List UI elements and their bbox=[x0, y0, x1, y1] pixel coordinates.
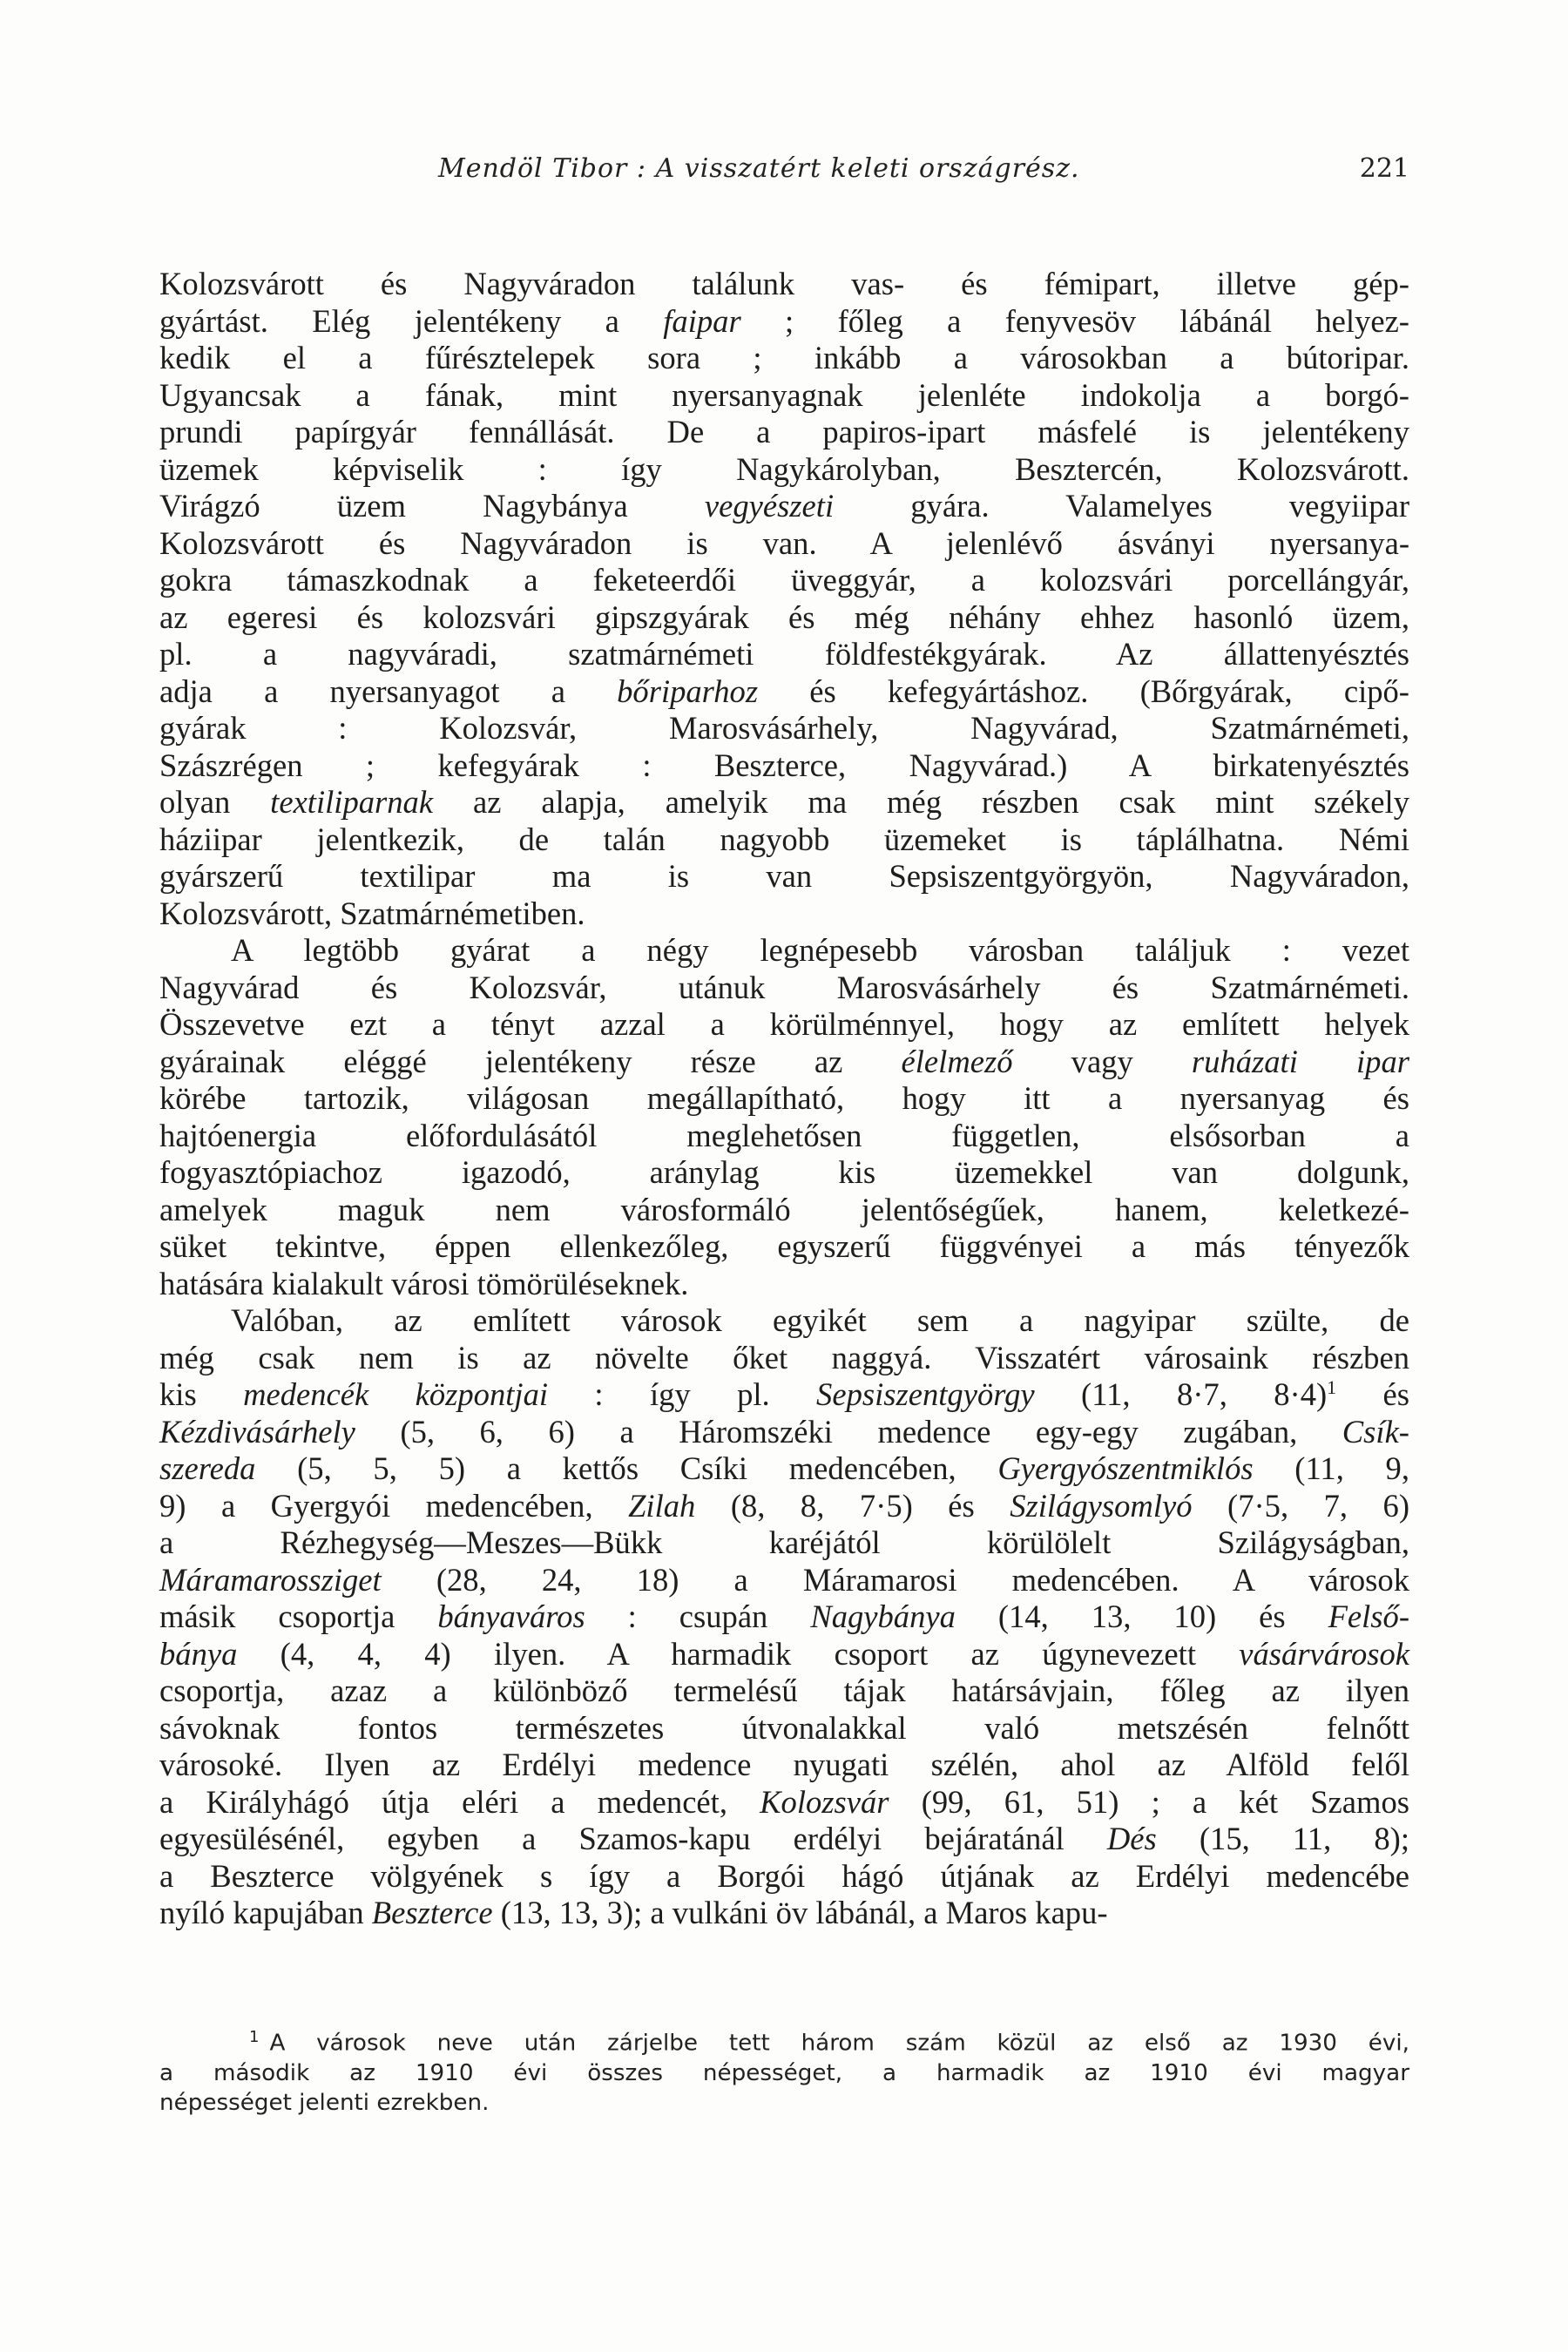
emphasized-term: szereda bbox=[159, 1450, 256, 1486]
footnote-text: a második az 1910 évi összes népességet, a harmadik az 1910 évi magyar bbox=[159, 2059, 1409, 2086]
emphasized-term: Felső- bbox=[1328, 1598, 1410, 1634]
page-number: 221 bbox=[1359, 153, 1409, 184]
text-segment: gyárak : Kolozsvár, Marosvásárhely, Nagyvárad, Szatmárnémeti, bbox=[159, 710, 1409, 746]
text-segment: az egeresi és kolozsvári gipszgyárak és még néhány ehhez hasonló üzem, bbox=[159, 598, 1409, 635]
text-line bbox=[159, 377, 1409, 415]
text-segment: a Királyhágó útja eléri a medencét, bbox=[159, 1783, 760, 1820]
text-line bbox=[159, 1302, 1409, 1340]
emphasized-term: ruházati ipar bbox=[1191, 1043, 1409, 1079]
text-line bbox=[88, 1228, 1409, 1266]
text-line bbox=[88, 1524, 1409, 1562]
emphasized-term: Dés bbox=[1106, 1821, 1157, 1856]
text-segment: Valóban, az említett városok egyikét sem a nagyipar szülte, de bbox=[231, 1302, 1409, 1338]
text-line bbox=[159, 599, 1409, 637]
text-line bbox=[88, 1747, 1409, 1784]
text-line bbox=[159, 821, 1409, 859]
text-segment: Kolozsvárott, Szatmárnémetiben. bbox=[159, 895, 585, 931]
emphasized-term: vegyészeti bbox=[704, 488, 835, 524]
emphasized-term: Sepsiszentgyörgy bbox=[816, 1376, 1035, 1412]
emphasized-term: Beszterce bbox=[371, 1895, 493, 1930]
text-segment: olyan bbox=[159, 784, 271, 820]
footnote-reference: 1 bbox=[1327, 1375, 1337, 1398]
text-segment: csoportja, azaz a különböző termelésű tájak határsávjain, főleg az ilyen bbox=[159, 1673, 1409, 1708]
text-segment: a Beszterce völgyének s így a Borgói hágó útjának az Erdélyi medencébe bbox=[159, 1857, 1409, 1894]
text-segment: egyesülésénél, egyben a Szamos-kapu erdélyi bejáratánál bbox=[159, 1821, 1107, 1856]
text-segment: (4, 4, 4) ilyen. A harmadik csoport az úgynevezett bbox=[237, 1635, 1240, 1672]
footnote-line bbox=[159, 2023, 1409, 2058]
text-segment: kedik el a fűrésztelepek sora ; inkább a városokban a bútoripar. bbox=[159, 340, 1409, 375]
text-line bbox=[159, 562, 1409, 599]
text-segment: gyárainak eléggé jelentékeny része az bbox=[159, 1043, 902, 1079]
text-segment: gyártást. Elég jelentékeny a bbox=[159, 302, 664, 339]
text-segment: Ugyancsak a fának, mint nyersanyagnak jelenléte indokolja a borgó- bbox=[159, 376, 1409, 413]
text-segment: : csupán bbox=[585, 1598, 811, 1634]
text-segment: prundi papírgyár fennállását. De a papiros-ipart másfelé is jelentékeny bbox=[159, 414, 1409, 449]
footnote-mark: 1 bbox=[249, 2028, 260, 2046]
text-line bbox=[88, 1821, 1409, 1858]
text-line bbox=[88, 1154, 1409, 1192]
paragraph bbox=[159, 1302, 1409, 1932]
text-segment: (5, 5, 5) a kettős Csíki medencében, bbox=[255, 1450, 998, 1486]
text-segment: és kefegyártáshoz. (Bőrgyárak, cipő- bbox=[758, 672, 1409, 709]
text-segment: Összevetve ezt a tényt azzal a körülménnyel, hogy az említett helyek bbox=[159, 1006, 1409, 1042]
emphasized-term: Zilah bbox=[628, 1487, 696, 1524]
text-segment: (28, 24, 18) a Máramarosi medencében. A városok bbox=[381, 1561, 1409, 1598]
text-segment: körébe tartozik, világosan megállapítható, hogy itt a nyersanyag és bbox=[159, 1080, 1409, 1116]
text-segment: adja a nyersanyagot a bbox=[159, 672, 618, 709]
text-line bbox=[159, 488, 1409, 525]
emphasized-term: élelmező bbox=[901, 1043, 1013, 1079]
text-segment: : így pl. bbox=[548, 1376, 817, 1412]
text-line bbox=[159, 858, 1409, 896]
text-line bbox=[159, 932, 1409, 970]
footnote-line bbox=[159, 2058, 1409, 2088]
text-line bbox=[159, 747, 1409, 785]
text-line bbox=[88, 1562, 1409, 1599]
text-segment: (13, 13, 3); a vulkáni öv lábánál, a Maros kapu- bbox=[492, 1895, 1108, 1930]
text-line bbox=[88, 1192, 1409, 1229]
emphasized-term: textiliparnak bbox=[270, 784, 434, 820]
text-segment: az alapja, amelyik ma még részben csak mint székely bbox=[433, 784, 1409, 820]
text-line bbox=[159, 525, 1409, 563]
text-line bbox=[159, 896, 1409, 933]
text-line bbox=[88, 1414, 1409, 1451]
emphasized-term: bányaváros bbox=[437, 1598, 585, 1634]
text-line bbox=[88, 1044, 1409, 1081]
text-line bbox=[88, 1080, 1409, 1118]
text-segment: gokra támaszkodnak a feketeerdői üveggyár, a kolozsvári porcellángyár, bbox=[159, 562, 1409, 598]
text-line bbox=[159, 673, 1409, 711]
emphasized-term: Gyergyószentmiklós bbox=[997, 1450, 1254, 1486]
text-line bbox=[88, 1598, 1409, 1636]
emphasized-term: Csík- bbox=[1342, 1413, 1409, 1450]
text-segment: üzemek képviselik : így Nagykárolyban, Besztercén, Kolozsvárott. bbox=[159, 450, 1409, 487]
text-line bbox=[88, 1636, 1409, 1673]
text-line bbox=[88, 1858, 1409, 1896]
text-line bbox=[159, 784, 1409, 821]
text-segment: városoké. Ilyen az Erdélyi medence nyugati szélén, ahol az Alföld felől bbox=[159, 1747, 1409, 1782]
text-segment: nyíló kapujában bbox=[159, 1895, 372, 1930]
footnote-text: A városok neve után zárjelbe tett három szám közül az első az 1930 évi, bbox=[269, 2030, 1409, 2057]
text-line bbox=[159, 266, 1409, 303]
emphasized-term: medencék központjai bbox=[243, 1376, 549, 1412]
emphasized-term: Kézdivásárhely bbox=[159, 1413, 355, 1450]
text-line bbox=[88, 1376, 1409, 1414]
text-line bbox=[88, 1710, 1409, 1747]
text-segment: fogyasztópiachoz igazodó, aránylag kis üzemekkel van dolgunk, bbox=[159, 1154, 1409, 1190]
text-line bbox=[88, 1488, 1409, 1525]
emphasized-term: bánya bbox=[159, 1635, 238, 1672]
text-line bbox=[88, 1006, 1409, 1044]
emphasized-term: Szilágysomlyó bbox=[1010, 1487, 1193, 1524]
emphasized-term: Kolozsvár bbox=[760, 1783, 889, 1820]
text-line bbox=[88, 1673, 1409, 1710]
text-line bbox=[159, 451, 1409, 489]
text-segment: háziipar jelentkezik, de talán nagyobb üzemeket is táplálhatna. Némi bbox=[159, 821, 1409, 857]
text-line bbox=[88, 1118, 1409, 1155]
text-segment: (5, 6, 6) a Háromszéki medence egy-egy zugában, bbox=[355, 1413, 1342, 1450]
text-segment: A legtöbb gyárat a négy legnépesebb városban találjuk : vezet bbox=[231, 932, 1409, 968]
emphasized-term: Máramarossziget bbox=[159, 1561, 382, 1598]
text-segment: gyára. Valamelyes vegyiipar bbox=[834, 488, 1409, 524]
running-header bbox=[159, 148, 1409, 192]
text-segment: (15, 11, 8); bbox=[1156, 1821, 1409, 1856]
running-title: Mendöl Tibor : A visszatért keleti országrész. bbox=[438, 153, 1080, 184]
paragraph bbox=[159, 266, 1409, 932]
text-segment: még csak nem is az növelte őket naggyá. Visszatért városaink részben bbox=[159, 1339, 1409, 1375]
text-segment: Virágzó üzem Nagybánya bbox=[159, 488, 705, 524]
text-segment: Szászrégen ; kefegyárak : Beszterce, Nagyvárad.) A birkatenyésztés bbox=[159, 747, 1409, 783]
emphasized-term: Nagybánya bbox=[810, 1598, 956, 1634]
text-segment: (11, 9, bbox=[1253, 1450, 1409, 1486]
text-segment: és bbox=[1336, 1376, 1410, 1412]
text-segment: sávoknak fontos természetes útvonalakkal való metszésén felnőtt bbox=[159, 1709, 1409, 1746]
text-segment: 9) a Gyergyói medencében, bbox=[159, 1487, 629, 1524]
emphasized-term: vásárvárosok bbox=[1239, 1635, 1409, 1672]
text-segment: (99, 61, 51) ; a két Szamos bbox=[889, 1783, 1409, 1820]
text-line bbox=[88, 1266, 1409, 1303]
text-segment: kis bbox=[159, 1376, 244, 1412]
text-line bbox=[159, 636, 1409, 673]
text-segment: süket tekintve, éppen ellenkezőleg, egyszerű függvényei a más tényezők bbox=[159, 1228, 1409, 1264]
text-segment: ; főleg a fenyvesöv lábánál helyez- bbox=[740, 302, 1409, 339]
paragraph bbox=[159, 932, 1409, 1302]
emphasized-term: bőriparhoz bbox=[617, 672, 759, 709]
text-segment: Kolozsvárott és Nagyváradon találunk vas- és fémipart, illetve gép- bbox=[159, 266, 1409, 301]
text-line bbox=[88, 1895, 1409, 1932]
emphasized-term: faipar bbox=[663, 302, 741, 339]
text-segment: hatására kialakult városi tömörüléseknek. bbox=[159, 1265, 689, 1301]
footnote-line bbox=[159, 2088, 1409, 2118]
text-segment: gyárszerű textilipar ma is van Sepsiszentgyörgyön, Nagyváradon, bbox=[159, 858, 1409, 894]
text-line bbox=[159, 340, 1409, 377]
text-segment: a Rézhegység—Meszes—Bükk karéjától körülölelt Szilágyságban, bbox=[159, 1524, 1409, 1560]
text-line bbox=[159, 710, 1409, 747]
text-segment: Nagyvárad és Kolozsvár, utánuk Marosvásárhely és Szatmárnémeti. bbox=[159, 969, 1409, 1005]
body-text bbox=[159, 266, 1409, 1932]
text-segment: Kolozsvárott és Nagyváradon is van. A jelenlévő ásványi nyersanya- bbox=[159, 524, 1409, 561]
text-segment: vagy bbox=[1012, 1043, 1192, 1079]
footnote bbox=[159, 2023, 1409, 2118]
text-line bbox=[88, 1450, 1409, 1488]
text-segment: hajtóenergia előfordulásától meglehetősen független, elsősorban a bbox=[159, 1117, 1409, 1153]
text-line bbox=[88, 1784, 1409, 1821]
text-segment: amelyek maguk nem városformáló jelentőségűek, hanem, keletkezé- bbox=[159, 1191, 1409, 1227]
text-line bbox=[88, 970, 1409, 1007]
text-segment: pl. a nagyváradi, szatmárnémeti földfestékgyárak. Az állattenyésztés bbox=[159, 636, 1409, 672]
text-segment: másik csoportja bbox=[159, 1598, 438, 1634]
text-segment: (8, 8, 7·5) és bbox=[695, 1487, 1010, 1524]
text-segment: (14, 13, 10) és bbox=[955, 1598, 1328, 1634]
text-segment: (11, 8·7, 8·4) bbox=[1034, 1376, 1328, 1412]
text-line bbox=[159, 414, 1409, 451]
text-line bbox=[88, 1340, 1409, 1377]
footnote-text: népességet jelenti ezrekben. bbox=[159, 2089, 490, 2116]
text-line bbox=[159, 303, 1409, 341]
text-segment: (7·5, 7, 6) bbox=[1192, 1487, 1410, 1524]
